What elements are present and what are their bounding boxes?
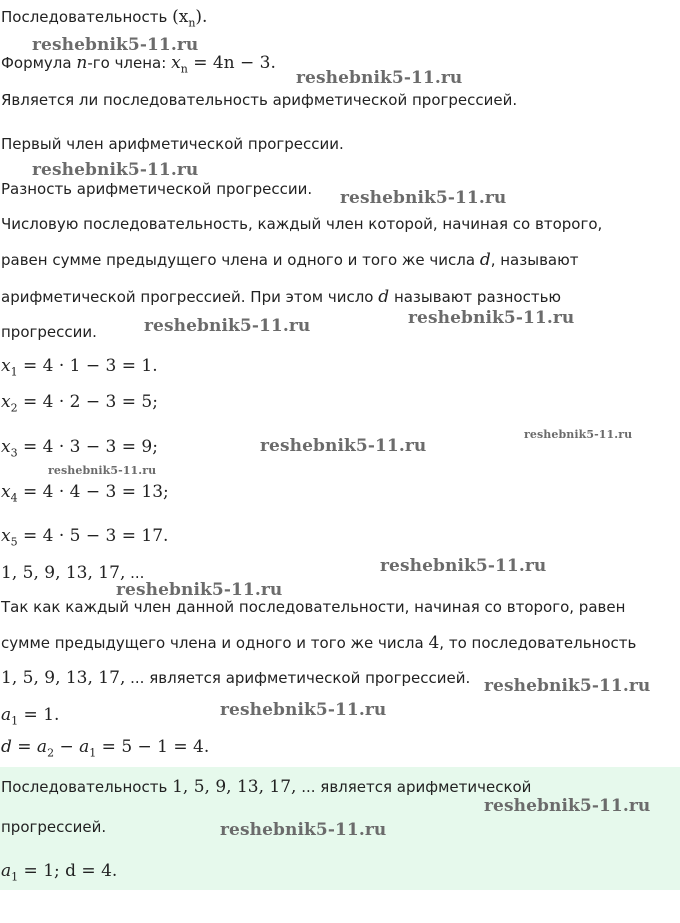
watermark: reshebnik5-11.ru (296, 68, 463, 88)
conclusion-line-3: 1, 5, 9, 13, 17, ... является арифметической прогрессией. (1, 668, 471, 688)
watermark: reshebnik5-11.ru (484, 796, 651, 816)
definition-line-1: Числовую последовательность, каждый член которой, начиная со второго, (1, 215, 603, 233)
calc-x4: $x_4 = 4 \cdot 4 - 3 = 13$; (1, 482, 169, 505)
definition-line-4: прогрессии. (1, 323, 97, 341)
watermark: reshebnik5-11.ru (116, 580, 283, 600)
sequence-label: Последовательность (1, 8, 168, 26)
watermark: reshebnik5-11.ru (380, 556, 547, 576)
watermark: reshebnik5-11.ru (32, 160, 199, 180)
sequence-symbol: $(x_n)$. (172, 7, 208, 30)
watermark: reshebnik5-11.ru (48, 464, 157, 477)
formula-line (1, 52, 276, 80)
conclusion-line-2: сумме предыдущего члена и одного и того же числа 4, то последовательность (1, 633, 637, 653)
calc-x1: $x_1 = 4 \cdot 1 - 3 = 1$. (1, 356, 158, 379)
watermark: reshebnik5-11.ru (524, 428, 633, 441)
question-3: Разность арифметической прогрессии. (1, 180, 313, 198)
sequence-title (1, 6, 207, 34)
definition-line-2: равен сумме предыдущего члена и одного и того же числа d, называют (1, 250, 579, 270)
result-d: $d = a_2 - a_1 = 5 - 1 = 4$. (1, 737, 210, 760)
answer-line-2: прогрессией. (1, 818, 107, 836)
question-2: Первый член арифметической прогрессии. (1, 135, 344, 153)
formula-label: Формула (1, 54, 72, 72)
conclusion-line-1: Так как каждый член данной последовательности, начиная со второго, равен (1, 598, 626, 616)
answer-line-3: $a_1 = 1$; d = 4. (1, 861, 118, 884)
watermark: reshebnik5-11.ru (408, 308, 575, 328)
watermark: reshebnik5-11.ru (144, 316, 311, 336)
calc-x5: $x_5 = 4 \cdot 5 - 3 = 17$. (1, 526, 169, 549)
watermark: reshebnik5-11.ru (220, 820, 387, 840)
result-a1: $a_1 = 1$. (1, 705, 60, 728)
calc-x2: $x_2 = 4 \cdot 2 - 3 = 5$; (1, 392, 158, 415)
calc-x3: $x_3 = 4 \cdot 3 - 3 = 9$; (1, 437, 158, 460)
sequence-values: 1, 5, 9, 13, 17, ... (1, 563, 145, 583)
watermark: reshebnik5-11.ru (32, 35, 199, 55)
formula-rest: -го члена: (87, 54, 167, 72)
question-1: Является ли последовательность арифметической прогрессией. (1, 91, 518, 109)
definition-line-3: арифметической прогрессией. При этом число d называют разностью (1, 287, 562, 307)
watermark: reshebnik5-11.ru (260, 436, 427, 456)
watermark: reshebnik5-11.ru (484, 676, 651, 696)
watermark: reshebnik5-11.ru (220, 700, 387, 720)
formula-math: $x_n = 4n - 3$. (171, 53, 276, 76)
watermark: reshebnik5-11.ru (340, 188, 507, 208)
answer-line-1: Последовательность 1, 5, 9, 13, 17, ... является арифметической (1, 777, 532, 797)
formula-n: n (76, 53, 88, 73)
